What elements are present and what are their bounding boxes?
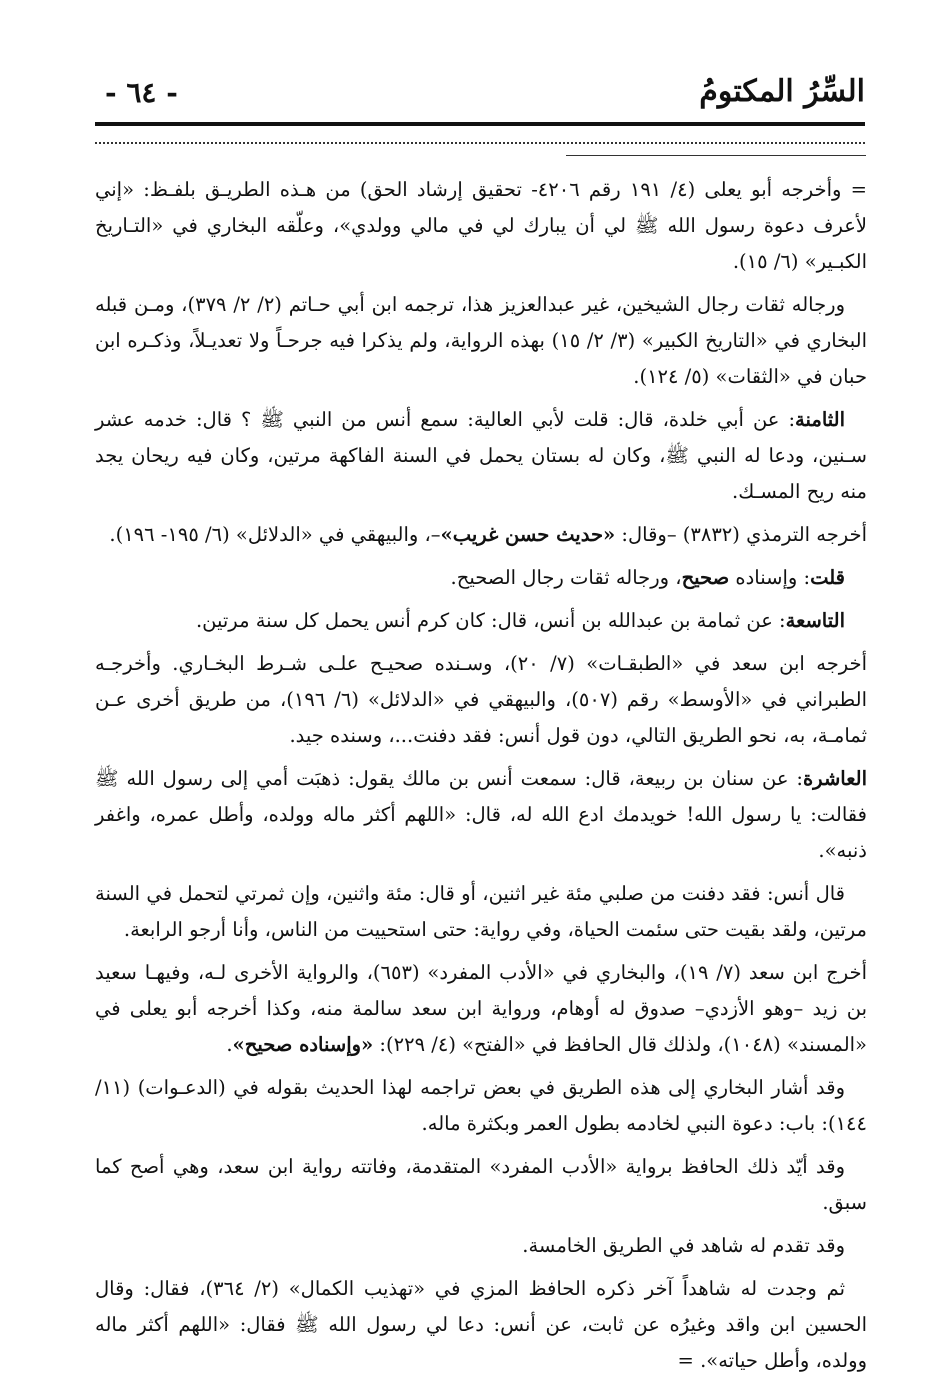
paragraph xyxy=(95,1271,867,1379)
text-run: . xyxy=(226,1033,233,1056)
book-title: السِّرُ المكتومُ xyxy=(699,74,865,109)
text-run: = xyxy=(841,178,867,201)
text-run: : عن ثمامة بن عبدالله بن أنس، قال: كان كرم أنس يحمل كل سنة مرتين. xyxy=(195,609,786,632)
header-rule xyxy=(95,122,865,126)
footnote-rule xyxy=(566,155,866,156)
text-run: : عن أبي خلدة، قال: قلت لأبي العالية: سمع أنس من النبي ﷺ ؟ قال: خدمه عشر سـنين، ودعا له النبي ﷺ، وكان له بستان يحمل في السنة الفاكهة مرتين، وكان فيه ريحان يجد منه ريح المسـك. xyxy=(95,408,867,503)
paragraph xyxy=(95,1228,867,1264)
paragraph xyxy=(95,646,867,754)
dotted-divider xyxy=(95,142,865,144)
text-run: أخرجه الترمذي (٣٨٣٢) –وقال: xyxy=(615,523,867,546)
text-run: وأخرجه أبو يعلى (٤/ ١٩١ رقم ٤٢٠٦- تحقيق إرشاد الحق) من هـذه الطريـق بلفـظ: «إني لأعرف دعوة رسول الله ﷺ لي أن يبارك لي في مالي وولدي»، وعلّقه البخاري في «التـاريخ الكبـير» (٦/ ١٥). xyxy=(95,178,867,273)
footnote-text xyxy=(95,172,867,1386)
bold-term: صحيح xyxy=(681,566,730,589)
bold-term: التاسعة xyxy=(785,609,845,632)
text-run: أخرج ابن سعد (٧/ ١٩)، والبخاري في «الأدب المفرد» (٦٥٣)، والرواية الأخرى لـه، وفيهـا سعيد بن زيد –وهو الأزدي– صدوق له أوهام، ورواية ابن سعد سالمة منه، وكذا أخرجه أبو يعلى في «المسند» (١٠٤٨)، ولذلك قال الحافظ في «الفتح» (٤/ ٢٢٩): xyxy=(95,961,868,1056)
bold-term: «حديث حسن غريب» xyxy=(440,523,616,546)
text-run: أخرجه ابن سعد في «الطبقـات» (٧/ ٢٠)، وسـنده صحيـح علـى شـرط البخـاري. وأخرجـه الطبراني في «الأوسط» رقم (٥٠٧)، والبيهقي في «الدلائل» (٦/ ١٩٦)، من طريق أخرى عـن ثمامـة، به، نحو الطريق التالي، دون قول أنس: فقد دفنت...، وسنده جيد. xyxy=(95,652,867,747)
paragraph xyxy=(95,876,867,948)
text-run: ثم وجدت له شاهداً آخر ذكره الحافظ المزي في «تهذيب الكمال» (٢/ ٣٦٤)، فقال: وقال الحسين ابن واقد وغيرُه عن ثابت، عن أنس: دعا لي رسول الله ﷺ فقال: «اللهم أكثر ماله وولده، وأطل حياته». = xyxy=(95,1277,867,1372)
paragraph xyxy=(95,1070,867,1142)
paragraph xyxy=(95,560,867,596)
text-run: قال أنس: فقد دفنت من صلبي مئة غير اثنين، أو قال: مئة واثنين، وإن ثمرتي لتحمل في السنة مرتين، ولقد بقيت حتى سئمت الحياة، وفي رواية: حتى استحييت من الناس، وأنا أرجو الرابعة. xyxy=(95,882,867,941)
paragraph xyxy=(95,517,867,553)
text-run: : عن سنان بن ربيعة، قال: سمعت أنس بن مالك يقول: ذهبَت أمي إلى رسول الله ﷺ فقالت: يا رسول الله! خويدمك ادع الله له، قال: «اللهم أكثر ماله وولده، وأطل عمره، واغفر ذنبه». xyxy=(95,767,867,862)
bold-term: «وإسناده صحيح» xyxy=(232,1033,374,1056)
paragraph xyxy=(95,1149,867,1221)
text-run: : وإسناده xyxy=(729,566,811,589)
paragraph xyxy=(95,287,867,395)
page-header xyxy=(95,70,865,120)
text-run: وقد أشار البخاري إلى هذه الطريق في بعض تراجمه لهذا الحديث بقوله في (الدعـوات) (١١/ ١٤٤): باب: دعوة النبي لخادمه بطول العمر وبكثرة ماله. xyxy=(95,1076,867,1135)
text-run: –، والبيهقي في «الدلائل» (٦/ ١٩٥- ١٩٦). xyxy=(109,523,441,546)
text-run: وقد تقدم له شاهد في الطريق الخامسة. xyxy=(522,1234,845,1257)
bold-term: الثامنة xyxy=(795,408,845,431)
text-run: وقد أيّد ذلك الحافظ برواية «الأدب المفرد» المتقدمة، وفاتته رواية ابن سعد، وهي أصح كما سبق. xyxy=(95,1155,867,1214)
paragraph xyxy=(95,172,867,280)
bold-term: العاشرة xyxy=(802,767,867,790)
paragraph xyxy=(95,402,867,510)
paragraph xyxy=(95,761,867,869)
bold-term: قلت xyxy=(810,566,845,589)
page-number: - ٦٤ - xyxy=(105,76,178,109)
paragraph xyxy=(95,603,867,639)
paragraph xyxy=(95,955,867,1063)
text-run: ، ورجاله ثقات رجال الصحيح. xyxy=(450,566,682,589)
text-run: ورجاله ثقات رجال الشيخين، غير عبدالعزيز هذا، ترجمه ابن أبي حـاتم (٢/ ٢/ ٣٧٩)، ومـن قبله البخاري في «التاريخ الكبير» (٣/ ٢/ ١٥) بهذه الرواية، ولم يذكرا فيه جرحـاً ولا تعديـلاً، وذكـره ابن حبان في «الثقات» (٥/ ١٢٤). xyxy=(95,293,868,388)
